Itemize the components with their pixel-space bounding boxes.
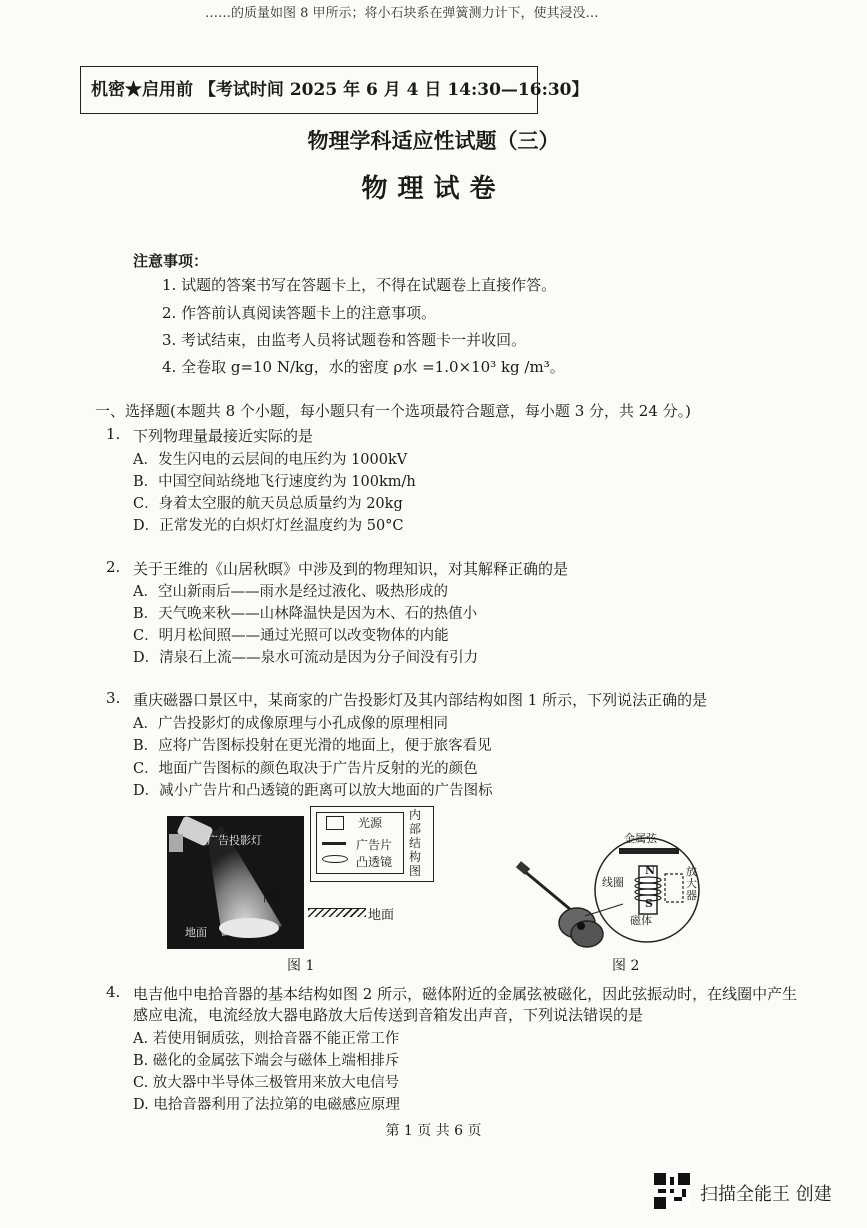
option: A. 若使用铜质弦，则拾音器不能正常工作 xyxy=(133,1031,400,1047)
scanner-watermark: 扫描全能王 创建 xyxy=(700,1184,832,1205)
option: C．地面广告图标的颜色取决于广告片反射的光的颜色 xyxy=(133,761,478,777)
option: C. 放大器中半导体三极管用来放大电信号 xyxy=(133,1075,400,1091)
page-number: 第 1 页 共 6 页 xyxy=(385,1123,482,1139)
question-number: 4. xyxy=(106,983,121,1001)
guitar-icon xyxy=(516,861,603,947)
option: D. 电拾音器利用了法拉第的电磁感应原理 xyxy=(133,1097,400,1113)
option: C．身着太空服的航天员总质量约为 20kg xyxy=(133,496,403,512)
ground-side-label: 地面 xyxy=(368,908,395,923)
option: C．明月松间照——通过光照可以改变物体的内能 xyxy=(133,628,449,644)
option: B．中国空间站绕地飞行速度约为 100km/h xyxy=(133,474,416,490)
option: B．应将广告图标投射在更光滑的地面上，便于旅客看见 xyxy=(133,738,492,754)
question-number: 2. xyxy=(106,558,121,576)
option: D．清泉石上流——泉水可流动是因为分子间没有引力 xyxy=(133,650,479,666)
question-stem: 下列物理量最接近实际的是 xyxy=(133,427,314,445)
header-cut-text: ……的质量如图 8 甲所示；将小石块系在弹簧测力计下，使其浸没… xyxy=(205,6,599,21)
n-pole-label: N xyxy=(645,864,656,877)
figure2-caption: 图 2 xyxy=(612,958,640,974)
coil-label: 线圈 xyxy=(602,876,624,889)
exam-subtitle: 物理试卷 xyxy=(361,174,506,204)
lamp-label: 广告投影灯 xyxy=(207,834,262,847)
light-source-icon xyxy=(326,816,344,830)
exam-title: 物理学科适应性试题（三） xyxy=(307,128,560,153)
question-stem-continued: 感应电流，电流经放大器电路放大后传送到音箱发出声音，下列说法错误的是 xyxy=(133,1006,644,1024)
magnet-label: 磁体 xyxy=(630,914,652,927)
metal-string-label: 金属弦 xyxy=(624,832,657,845)
figure1-photo xyxy=(167,816,304,949)
amplifier-label: 放大器 xyxy=(686,865,697,902)
notice-item: 2. 作答前认真阅读答题卡上的注意事项。 xyxy=(162,304,437,322)
option: B．天气晚来秋——山林降温快是因为木、石的热值小 xyxy=(133,606,478,622)
ad-film-icon xyxy=(322,842,346,845)
ground-label: 地面 xyxy=(185,926,207,939)
light-source-label: 光源 xyxy=(358,816,383,830)
lens-icon xyxy=(322,855,348,863)
lens-label: 凸透镜 xyxy=(356,855,393,869)
option: A．空山新雨后——雨水是经过液化、吸热形成的 xyxy=(133,584,448,600)
qr-code-icon xyxy=(654,1173,690,1209)
s-pole-label: S xyxy=(645,897,653,910)
ground-hatch xyxy=(308,908,366,917)
option: B. 磁化的金属弦下端会与磁体上端相排斥 xyxy=(133,1053,400,1069)
option: D．正常发光的白炽灯灯丝温度约为 50°C xyxy=(133,518,404,534)
section-title: 一、选择题(本题共 8 个小题，每小题只有一个选项最符合题意，每小题 3 分，共 24 分。) xyxy=(95,402,691,420)
question-stem: 重庆磁器口景区中，某商家的广告投影灯及其内部结构如图 1 所示，下列说法正确的是 xyxy=(133,691,708,709)
notice-item: 1. 试题的答案书写在答题卡上，不得在试题卷上直接作答。 xyxy=(162,276,557,294)
secret-banner: 机密★启用前 【考试时间 2025 年 6 月 4 日 14:30—16:30】 xyxy=(80,66,538,114)
notice-heading: 注意事项： xyxy=(133,252,209,270)
option: D．减小广告片和凸透镜的距离可以放大地面的广告图标 xyxy=(133,783,493,799)
notice-item: 4. 全卷取 g=10 N/kg，水的密度 ρ水 =1.0×10³ kg /m³。 xyxy=(162,358,565,376)
question-stem: 电吉他中电拾音器的基本结构如图 2 所示，磁体附近的金属弦被磁化，因此弦振动时，在线圈中产生 xyxy=(133,985,798,1003)
figure1-caption: 图 1 xyxy=(287,958,315,974)
notice-item: 3. 考试结束，由监考人员将试题卷和答题卡一并收回。 xyxy=(162,331,527,349)
question-number: 1. xyxy=(106,425,121,443)
ad-icon-label: 广告图标 xyxy=(263,878,285,904)
question-number: 3. xyxy=(106,689,121,707)
option: A．广告投影灯的成像原理与小孔成像的原理相同 xyxy=(133,716,448,732)
option: A．发生闪电的云层间的电压约为 1000kV xyxy=(133,452,408,468)
ad-film-label: 广告片 xyxy=(356,838,393,852)
question-stem: 关于王维的《山居秋暝》中涉及到的物理知识，对其解释正确的是 xyxy=(133,560,569,578)
inner-structure-title: 内部结构图 xyxy=(409,808,422,878)
